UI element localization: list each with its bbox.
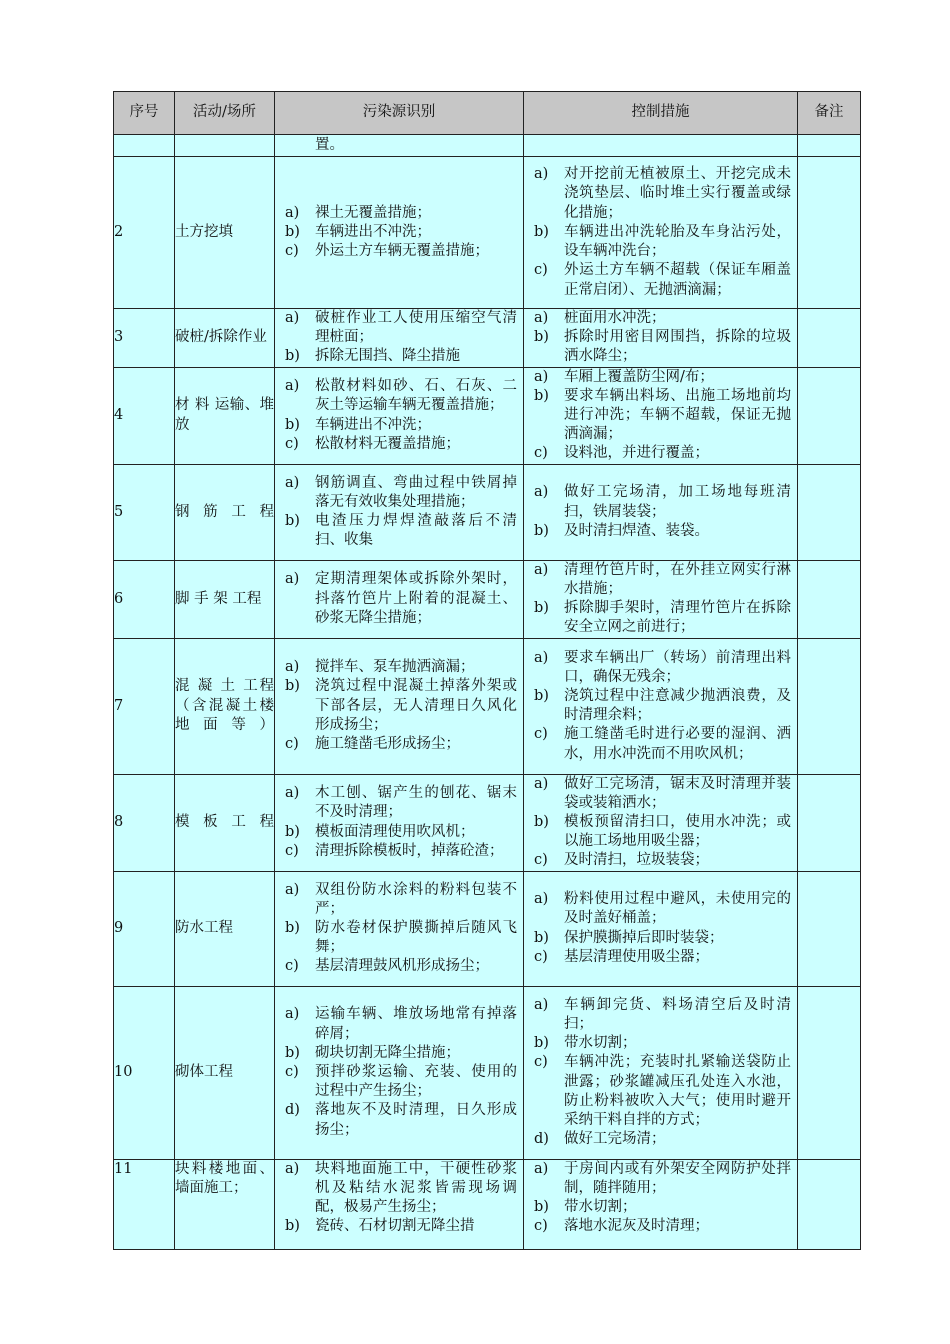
item-text: 及时清扫焊渣、装袋。 xyxy=(564,522,709,539)
source-cell xyxy=(275,309,524,368)
control-item xyxy=(524,649,791,687)
item-marker: a) xyxy=(534,310,549,326)
item-text: 松散材料如砂、石、石灰、二灰土等运输车辆无覆盖措施； xyxy=(315,378,517,414)
item-marker: a) xyxy=(285,378,300,395)
item-marker: b) xyxy=(285,920,300,937)
source-item xyxy=(275,242,517,261)
row-remark xyxy=(798,774,861,871)
item-marker: c) xyxy=(285,958,299,975)
source-item xyxy=(275,435,517,454)
item-text: 砌块切割无降尘措施； xyxy=(315,1044,460,1061)
item-marker: a) xyxy=(285,1006,300,1023)
item-marker: c) xyxy=(285,1064,299,1081)
item-marker: a) xyxy=(534,996,549,1013)
source-cell xyxy=(275,871,524,986)
item-text: 带水切割； xyxy=(564,1035,637,1052)
table-row xyxy=(114,367,861,464)
item-marker: c) xyxy=(285,435,299,452)
continuation-text: 置。 xyxy=(315,136,344,153)
row-remark xyxy=(798,309,861,368)
control-item xyxy=(524,599,791,637)
item-marker: a) xyxy=(534,561,549,578)
control-cell xyxy=(524,309,798,368)
item-text: 清理竹笆片时，在外挂立网实行淋水措施； xyxy=(564,561,791,597)
item-marker: d) xyxy=(285,1102,300,1119)
item-text: 浇筑过程中注意减少抛洒浪费，及时清理余料； xyxy=(564,687,791,724)
item-marker: a) xyxy=(285,881,300,898)
item-marker: c) xyxy=(285,735,299,752)
item-marker: b) xyxy=(534,687,549,704)
item-marker: b) xyxy=(534,329,549,346)
control-cell xyxy=(524,560,798,638)
item-text: 要求车辆出料场、出施工场地前均进行冲洗；车辆不超载，保证无抛洒滴漏； xyxy=(564,387,791,443)
source-item xyxy=(275,735,517,754)
control-cell xyxy=(524,871,798,986)
source-item xyxy=(275,1101,517,1139)
row-activity: 块料楼地面、墙面施工； xyxy=(175,1159,275,1249)
item-text: 双组份防水涂料的粉料包装不严； xyxy=(315,881,517,917)
row-activity: 材 料 运输、堆放 xyxy=(175,367,275,464)
source-item xyxy=(275,842,517,861)
table-row xyxy=(114,560,861,638)
item-text: 预拌砂浆运输、充装、使用的过程中产生扬尘； xyxy=(315,1064,517,1100)
row-number: 11 xyxy=(114,1159,175,1249)
control-item xyxy=(524,996,791,1034)
header-activity: 活动/场所 xyxy=(175,92,275,135)
item-marker: d) xyxy=(534,1131,549,1148)
item-marker: c) xyxy=(534,948,548,965)
item-text: 保护膜撕掉后即时装袋； xyxy=(564,929,724,946)
item-marker: a) xyxy=(534,484,549,501)
source-cell xyxy=(275,1159,524,1249)
source-cell xyxy=(275,638,524,774)
item-text: 运输车辆、堆放场地常有掉落碎屑； xyxy=(315,1006,517,1042)
source-item xyxy=(275,377,517,415)
row-number: 6 xyxy=(114,560,175,638)
row-remark xyxy=(798,1159,861,1249)
item-marker: b) xyxy=(534,600,549,617)
item-text: 车辆进出不冲洗； xyxy=(315,416,431,433)
source-item xyxy=(275,1217,517,1236)
source-item xyxy=(275,416,517,435)
row-activity: 防水工程 xyxy=(175,871,275,986)
control-item xyxy=(524,725,791,763)
item-text: 落地灰不及时清理，日久形成扬尘； xyxy=(315,1102,517,1138)
item-marker: b) xyxy=(285,513,300,530)
row-number: 2 xyxy=(114,157,175,309)
item-marker: a) xyxy=(285,204,300,221)
source-item xyxy=(275,784,517,822)
row-number: 7 xyxy=(114,638,175,774)
item-marker: a) xyxy=(534,368,549,385)
row-number: 8 xyxy=(114,774,175,871)
item-marker: a) xyxy=(285,571,300,588)
item-marker: a) xyxy=(534,775,549,792)
row-activity: 模板工程 xyxy=(175,774,275,871)
table-row xyxy=(114,638,861,774)
control-item xyxy=(524,387,791,445)
control-item xyxy=(524,948,791,967)
control-item xyxy=(524,1034,791,1053)
control-item xyxy=(524,223,791,261)
row-number: 5 xyxy=(114,464,175,560)
source-item xyxy=(275,1160,517,1218)
source-cell xyxy=(275,560,524,638)
source-cell xyxy=(275,774,524,871)
source-item xyxy=(275,1063,517,1101)
control-item xyxy=(524,368,791,387)
item-text: 粉料使用过程中避风，未使用完的及时盖好桶盖； xyxy=(564,891,791,927)
item-marker: c) xyxy=(534,852,548,869)
row-remark xyxy=(798,560,861,638)
control-item xyxy=(524,687,791,725)
control-item xyxy=(524,1217,791,1236)
control-item xyxy=(524,890,791,928)
item-marker: b) xyxy=(285,823,300,840)
item-text: 车厢上覆盖防尘网/布； xyxy=(564,368,714,385)
item-text: 浇筑过程中混凝土掉落外架或下部各层，无人清理日久风化形成扬尘； xyxy=(315,678,517,733)
control-item xyxy=(524,1160,791,1198)
source-item xyxy=(275,658,517,677)
control-item xyxy=(524,775,791,813)
item-text: 车辆卸完货、料场清空后及时清扫； xyxy=(564,996,791,1033)
item-marker: b) xyxy=(285,1044,300,1061)
item-text: 施工缝凿毛形成扬尘； xyxy=(315,735,460,752)
item-text: 落地水泥灰及时清理； xyxy=(564,1218,709,1235)
pollution-control-table xyxy=(113,91,861,1250)
item-marker: a) xyxy=(285,785,300,802)
header-no: 序号 xyxy=(114,92,175,135)
item-text: 要求车辆出厂（转场）前清理出料口，确保无残余； xyxy=(564,649,791,685)
item-text: 裸土无覆盖措施； xyxy=(315,204,431,221)
header-control: 控制措施 xyxy=(524,92,798,135)
item-marker: a) xyxy=(285,1160,300,1177)
source-item xyxy=(275,1044,517,1063)
source-cell xyxy=(275,157,524,309)
row-remark xyxy=(798,986,861,1159)
item-marker: b) xyxy=(534,1035,549,1052)
item-text: 做好工完场清； xyxy=(564,1131,666,1148)
source-item xyxy=(275,223,517,242)
item-marker: a) xyxy=(285,310,300,326)
control-cell xyxy=(524,638,798,774)
control-item xyxy=(524,328,791,366)
item-text: 于房间内或有外架安全网防护处拌制，随拌随用； xyxy=(564,1160,791,1196)
item-marker: a) xyxy=(534,1160,549,1177)
item-text: 模板面清理使用吹风机； xyxy=(315,823,475,840)
control-item xyxy=(524,813,791,851)
row-remark xyxy=(798,871,861,986)
item-marker: c) xyxy=(534,1054,548,1071)
source-item xyxy=(275,512,517,550)
item-text: 拆除脚手架时，清理竹笆片在拆除安全立网之前进行； xyxy=(564,600,791,636)
control-item xyxy=(524,522,791,541)
control-item xyxy=(524,165,791,223)
item-text: 防水卷材保护膜撕掉后随风飞舞； xyxy=(315,920,517,956)
control-item xyxy=(524,309,791,328)
item-text: 定期清理架体或拆除外架时，抖落竹笆片上附着的混凝土、砂浆无降尘措施； xyxy=(315,571,517,626)
source-cell xyxy=(275,367,524,464)
source-item xyxy=(275,677,517,735)
row-number: 9 xyxy=(114,871,175,986)
row-activity: 砌体工程 xyxy=(175,986,275,1159)
item-text: 瓷砖、石材切割无降尘措 xyxy=(315,1218,475,1235)
item-text: 模板预留清扫口，使用水冲洗；或以施工场地用吸尘器； xyxy=(564,814,791,850)
table-row xyxy=(114,464,861,560)
item-marker: c) xyxy=(534,262,548,279)
item-text: 车辆进出不冲洗； xyxy=(315,223,431,240)
item-marker: b) xyxy=(534,387,549,404)
continuation-row xyxy=(114,135,861,157)
control-cell xyxy=(524,157,798,309)
control-cell xyxy=(524,464,798,560)
control-cell xyxy=(524,774,798,871)
source-item xyxy=(275,919,517,957)
item-text: 外运土方车辆不超载（保证车厢盖正常启闭）、无抛洒滴漏； xyxy=(564,262,791,298)
item-marker: b) xyxy=(285,678,300,695)
table-row xyxy=(114,774,861,871)
item-text: 做好工完场清，加工场地每班清扫，铁屑装袋； xyxy=(564,484,791,520)
item-text: 松散材料无覆盖措施； xyxy=(315,435,460,452)
row-activity: 脚 手 架 工程 xyxy=(175,560,275,638)
control-item xyxy=(524,1053,791,1130)
control-item xyxy=(524,851,791,870)
control-item xyxy=(524,483,791,521)
item-text: 基层清理鼓风机形成扬尘； xyxy=(315,958,489,975)
item-text: 外运土方车辆无覆盖措施； xyxy=(315,243,489,260)
header-remark: 备注 xyxy=(798,92,861,135)
item-text: 施工缝凿毛时进行必要的湿润、洒水，用水冲洗而不用吹风机； xyxy=(564,726,791,762)
item-text: 桩面用水冲洗； xyxy=(564,310,666,326)
item-text: 车辆冲洗；充装时扎紧输送袋防止泄露；砂浆罐减压孔处连入水池，防止粉料被吹入大气；使用时避开采纳干料自拌的方式； xyxy=(564,1054,791,1129)
item-marker: c) xyxy=(534,1218,548,1235)
table-row xyxy=(114,1159,861,1249)
source-item xyxy=(275,474,517,512)
control-item xyxy=(524,261,791,299)
source-item xyxy=(275,823,517,842)
row-remark xyxy=(798,638,861,774)
table-row xyxy=(114,871,861,986)
item-marker: c) xyxy=(534,445,548,462)
header-source: 污染源识别 xyxy=(275,92,524,135)
item-text: 电渣压力焊焊渣敲落后不清扫、收集 xyxy=(315,513,517,549)
item-marker: a) xyxy=(285,474,300,491)
item-marker: c) xyxy=(285,842,299,859)
item-marker: a) xyxy=(534,891,549,908)
header-row xyxy=(114,92,861,135)
source-item xyxy=(275,204,517,223)
item-marker: b) xyxy=(285,416,300,433)
row-activity: 破桩/拆除作业 xyxy=(175,309,275,368)
row-remark xyxy=(798,157,861,309)
item-marker: a) xyxy=(534,649,549,666)
item-marker: b) xyxy=(534,929,549,946)
control-item xyxy=(524,444,791,463)
item-text: 带水切割； xyxy=(564,1199,637,1216)
item-text: 设料池，并进行覆盖； xyxy=(564,445,709,462)
row-remark xyxy=(798,464,861,560)
item-text: 拆除无围挡、降尘措施 xyxy=(315,348,460,365)
control-cell xyxy=(524,367,798,464)
item-marker: a) xyxy=(534,166,549,183)
item-marker: b) xyxy=(285,1218,300,1235)
source-item xyxy=(275,570,517,628)
item-marker: b) xyxy=(285,223,300,240)
item-marker: b) xyxy=(534,814,549,831)
row-activity: 土方挖填 xyxy=(175,157,275,309)
source-item xyxy=(275,1005,517,1043)
item-marker: b) xyxy=(285,348,300,365)
item-text: 块料地面施工中，干硬性砂浆机及粘结水泥浆皆需现场调配，极易产生扬尘； xyxy=(315,1160,517,1216)
item-marker: b) xyxy=(534,223,549,240)
item-marker: a) xyxy=(285,659,300,676)
row-number: 10 xyxy=(114,986,175,1159)
item-text: 清理拆除模板时，掉落砼渣； xyxy=(315,842,504,859)
item-text: 对开挖前无植被原土、开挖完成未浇筑垫层、临时堆土实行覆盖或绿化措施； xyxy=(564,166,791,221)
control-item xyxy=(524,561,791,599)
row-remark xyxy=(798,367,861,464)
source-item xyxy=(275,881,517,919)
control-cell xyxy=(524,1159,798,1249)
table-row xyxy=(114,157,861,309)
row-number: 3 xyxy=(114,309,175,368)
item-text: 及时清扫，垃圾装袋； xyxy=(564,852,709,869)
control-item xyxy=(524,1130,791,1149)
item-text: 搅拌车、泵车抛洒滴漏； xyxy=(315,659,475,676)
control-item xyxy=(524,929,791,948)
source-item xyxy=(275,957,517,976)
source-item xyxy=(275,309,517,347)
item-text: 木工刨、锯产生的刨花、锯末不及时清理； xyxy=(315,785,517,821)
source-cell xyxy=(275,464,524,560)
item-marker: b) xyxy=(534,522,549,539)
item-marker: c) xyxy=(285,243,299,260)
row-activity: 混 凝 土 工程（含混凝土楼地面等） xyxy=(175,638,275,774)
row-number: 4 xyxy=(114,367,175,464)
control-item xyxy=(524,1198,791,1217)
item-marker: b) xyxy=(534,1199,549,1216)
item-text: 钢筋调直、弯曲过程中铁屑掉落无有效收集处理措施； xyxy=(315,474,517,510)
source-item xyxy=(275,347,517,366)
source-cell xyxy=(275,986,524,1159)
table-row xyxy=(114,986,861,1159)
item-text: 车辆进出冲洗轮胎及车身沾污处，设车辆冲洗台； xyxy=(564,223,791,260)
item-text: 基层清理使用吸尘器； xyxy=(564,948,709,965)
item-text: 破桩作业工人使用压缩空气清理桩面； xyxy=(315,310,517,346)
row-activity: 钢筋工程 xyxy=(175,464,275,560)
item-marker: c) xyxy=(534,726,548,743)
item-text: 拆除时用密目网围挡，拆除的垃圾洒水降尘； xyxy=(564,329,791,365)
table-row xyxy=(114,309,861,368)
control-cell xyxy=(524,986,798,1159)
item-text: 做好工完场清，锯末及时清理并装袋或装箱洒水； xyxy=(564,775,791,811)
